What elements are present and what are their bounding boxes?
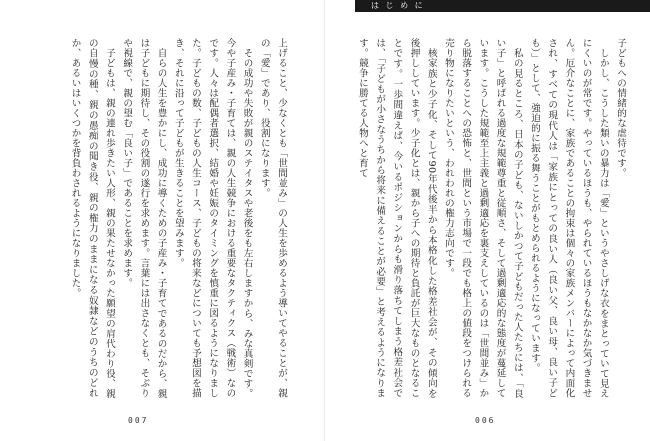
- right-page-text: [343, 38, 629, 398]
- paragraph: 自らの人生を豊かにし、成功に導くための子産み・子育てであるのだから、親は子どもに期待し、その役割の遂行を求めます。言葉には出さなくとも、そぶりや視線で、親の望む「良い子」であることを求めます。: [121, 38, 167, 398]
- paragraph: 子どもは、親の連れ歩きたい人形、親の果たせなかった願望の肩代わり役、親の自慢の種、親の愚痴の聞き役、親の権力のままになる奴隷などのうちのどれか、あるいはいくつかを背負わされるようになりました。: [69, 38, 115, 398]
- chapter-header: は じ め に: [355, 0, 650, 12]
- right-page: [325, 0, 650, 441]
- paragraph: 私の見るところ、日本の子ども、ないしかつて子どもだった人たちには、「良い子」と呼ばれる過度な規範尊重と従順さ、そして過剰適応的な態度が蔓延しています。こうした規範至上主義と過剰適応を裏支えしているのは「世間並み」から脱落することへの恐怖と、世間という市場で一段でも格上の値段をつけられる売り物になりたいという、われわれの権力志向です。: [442, 38, 523, 398]
- paragraph: 子どもへの情緒的な虐待です。: [615, 38, 626, 178]
- left-page-text: [28, 38, 290, 398]
- paragraph: 核家族と少子化、そして90年代後半から本格化した格差社会が、その傾向を後押ししています。少子化とは、親から子への期待と負託が巨大なものとなることです。一歩間違えば、今いるポジションからも滑り落ちてしまう格差社会では、「子どもが小さなうちから将来に備えることが必要」と考えるようになります。競争に勝てる人物へと育て: [356, 38, 437, 398]
- paragraph: しかし、こうした類いの暴力は「愛」というやさしげな衣をまとっていて見えにくいのが常です。やっているほうも、やられているほうもなかなか気づきません。厄介なことに、家族であることの拘束は個々の家族メンバーによって内面化され、すべての現代人は「家族にとっての良い人（良い父、良い母、良い子ども）」として、強迫的に振る舞うことがもとめられるようになっています。: [528, 38, 609, 398]
- page-number-left: 007: [128, 416, 149, 425]
- page-number-right: 006: [475, 416, 496, 425]
- paragraph: 上げること、少なくとも「世間並み」の人生を歩めるよう導いてやることが、親の「愛」であり、役割になります。: [258, 38, 287, 398]
- paragraph: その成功や失敗が親のステイタスや老後をも左右しますから、みな真剣です。今や子産み・子育ては、親の人生競争における重要なタクティクス（戦術）なのです。人々は配偶者選択、結婚や妊娠のタイミングを慎重に図るようになりました。子どもの数、子どもの人生コース、子どもの将来などについても予想図を描き、それに沿って子どもが生きることを望みます。: [172, 38, 253, 398]
